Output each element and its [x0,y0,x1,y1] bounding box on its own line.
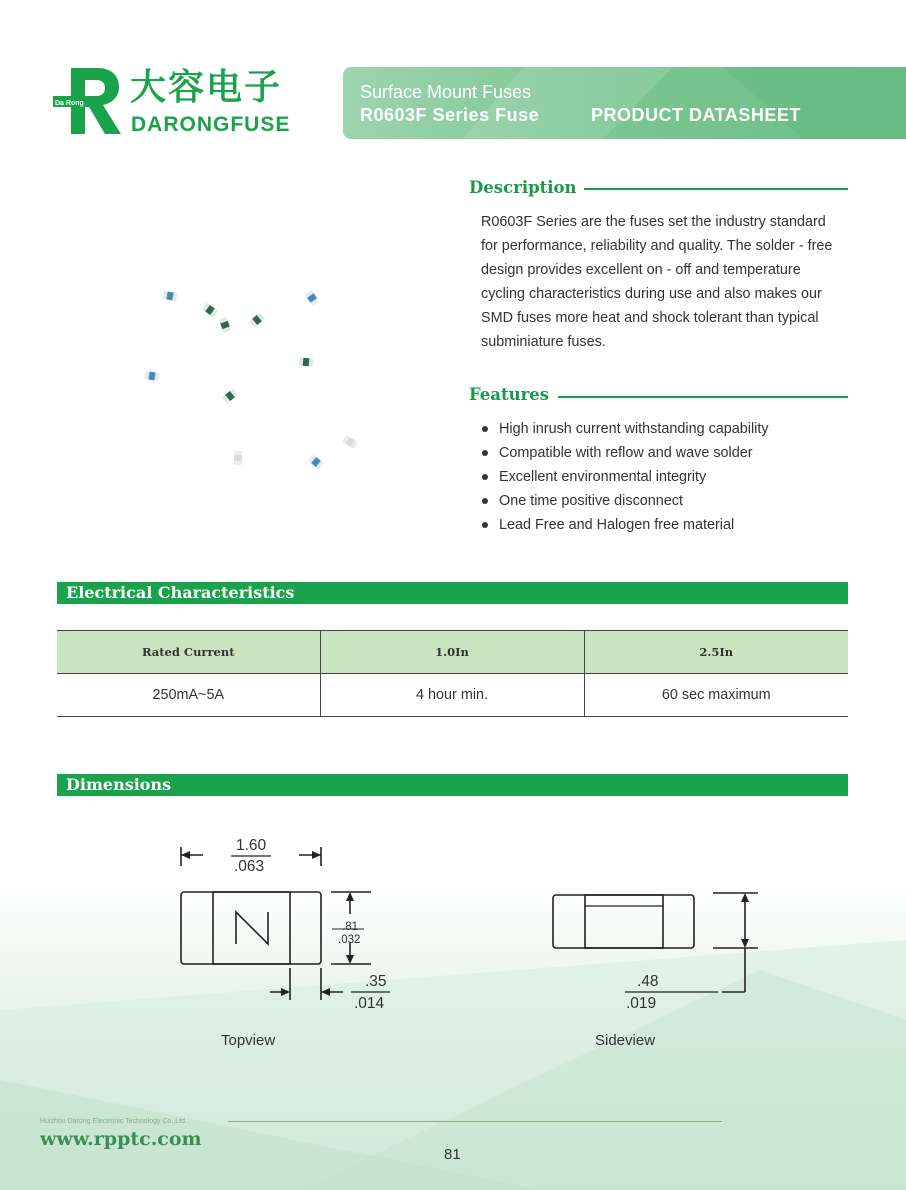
list-item [482,417,769,441]
feature-text: One time positive disconnect [499,493,683,509]
list-item [482,441,769,465]
feature-text: Lead Free and Halogen free material [499,517,735,533]
description-line: SMD fuses more heat and shock tolerant than typical [481,310,819,326]
features-list [482,417,769,537]
header-subtitle: Surface Mount Fuses [360,82,532,102]
table-cell: 250mA~5A [57,674,320,717]
table-cell: 60 sec maximum [584,674,848,717]
feature-text: Excellent environmental integrity [499,469,707,485]
product-photo [130,280,370,480]
fuse-chip-icon [308,454,324,469]
logo-small-text: Da Rong [55,100,84,107]
bullet-icon [482,474,488,480]
fuse-chip-icon [305,290,320,306]
bullet-icon [482,498,488,504]
fuse-chip-icon [299,357,314,366]
bullet-icon [482,426,488,432]
description-heading: Description [469,178,577,197]
description-line: design provides excellent on - off and temperature [481,262,801,278]
terminal-mm: .35 [365,973,387,990]
table-header-cell: 1.0In [320,631,584,674]
feature-text: High inrush current withstanding capability [499,421,769,437]
footer-divider [228,1121,722,1122]
fuse-chip-icon [234,451,242,465]
feature-text: Compatible with reflow and wave solder [499,445,753,461]
fuse-chip-icon [249,312,265,327]
list-item [482,513,769,537]
fuse-chip-icon [342,435,358,449]
logo-chinese-name: 大容电子 [130,67,283,108]
electrical-table [57,630,848,717]
banner-decoration [343,67,906,139]
top-width-mm: .81 [342,921,358,933]
table-header-cell: 2.5In [584,631,848,674]
header-doc-type: PRODUCT DATASHEET [591,105,801,125]
description-line: cycling characteristics during use and also makes our [481,286,822,302]
description-line: subminiature fuses. [481,334,606,350]
description-line: R0603F Series are the fuses set the industry standard [481,214,826,230]
topview-caption: Topview [221,1032,276,1049]
top-length-mm: 1.60 [236,837,267,854]
description-divider [584,188,848,190]
footer-company: Huizhou Darong Electronic Technology Co.,Ltd. [40,1118,187,1125]
top-width-in: .032 [338,934,361,946]
table-row [57,674,848,717]
dimensions-heading: Dimensions [57,774,848,796]
bullet-icon [482,522,488,528]
terminal-in: .014 [354,995,385,1012]
footer-url[interactable]: www.rpptc.com [40,1128,202,1150]
bullet-icon [482,450,488,456]
list-item [482,465,769,489]
darong-logo-icon [53,68,123,134]
fuse-chip-icon [202,303,218,318]
logo-english-name: DARONGFUSE [131,113,291,136]
topview-drawing [181,847,390,1000]
table-header-cell: Rated Current [57,631,320,674]
fuse-chip-icon [222,388,238,403]
header-series-title: R0603F Series Fuse [360,105,540,125]
page-number: 81 [444,1146,461,1163]
electrical-heading: Electrical Characteristics [57,582,848,604]
fuse-chip-icon [219,317,231,333]
side-height-mm: .48 [637,973,659,990]
table-cell: 4 hour min. [320,674,584,717]
header-banner [343,67,906,139]
list-item [482,489,769,513]
fuse-chip-icon [145,371,160,381]
description-text [481,210,861,354]
sideview-caption: Sideview [595,1032,656,1049]
fuse-chip-icon [162,291,177,301]
dimension-drawing [0,820,906,1040]
description-line: for performance, reliability and quality. The solder - free [481,238,833,254]
features-divider [558,396,848,398]
features-heading: Features [469,385,550,404]
side-height-in: .019 [626,995,657,1012]
top-length-in: .063 [234,858,265,875]
